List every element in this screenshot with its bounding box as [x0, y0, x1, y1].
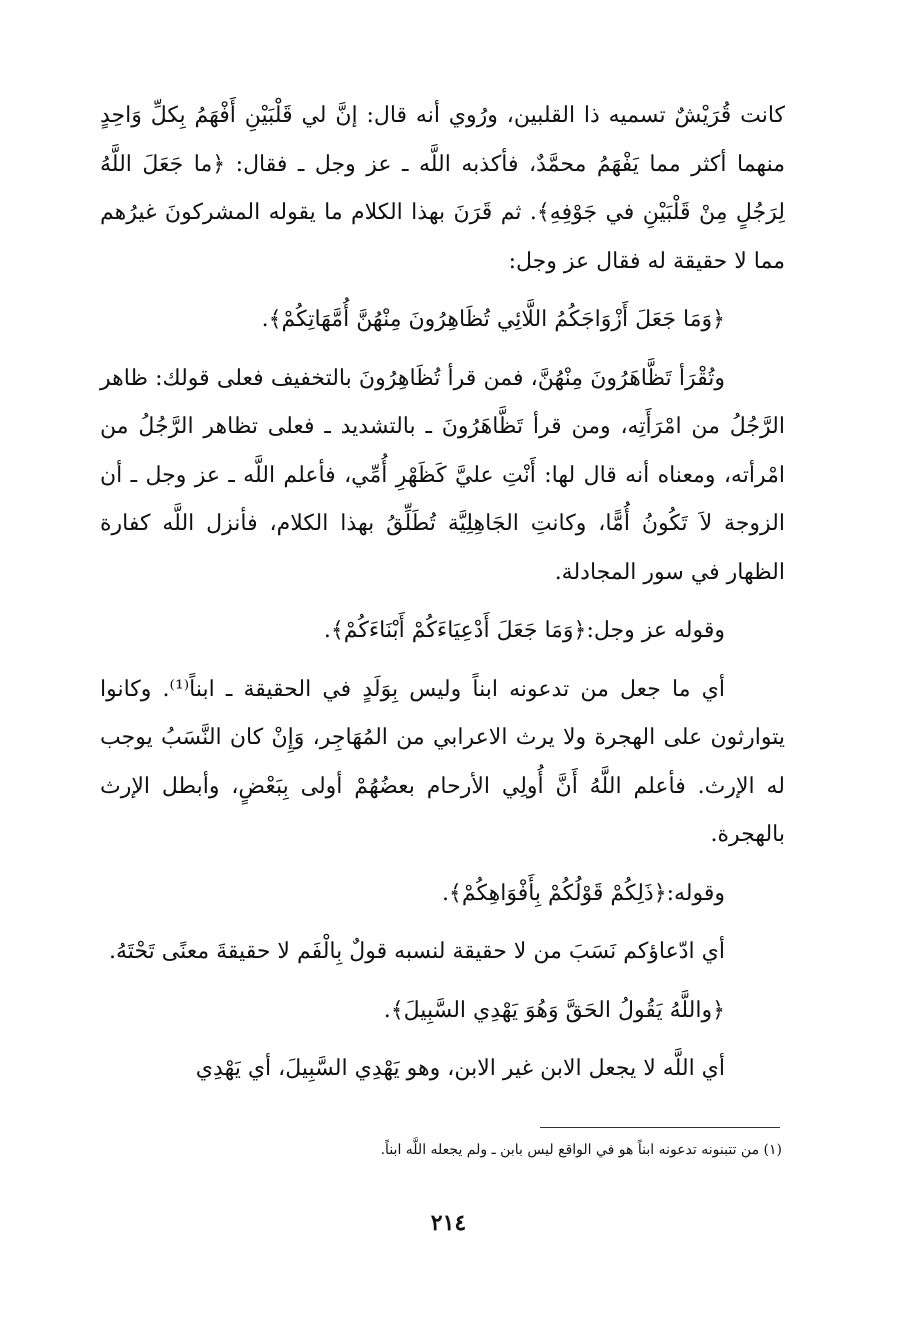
quran-verse-azwaj: ﴿وَمَا جَعَلَ أَزْوَاجَكُمُ اللَّائِي تُظَاهِرُونَ مِنْهُنَّ أُمَّهَاتِكُمْ﴾.	[261, 307, 725, 332]
paragraph-afwah-explanation: أي ادّعاؤكم نَسَبَ من لا حقيقة لنسبه قولٌ بِالْفَم لا حقيقةَ معنًى تَحْتَهُ.	[109, 939, 725, 964]
paragraph-adiya-explanation: أي ما جعل من تدعونه ابناً وليس بِوَلَدٍ في الحقيقة ـ ابناً⁽¹⁾. وكانوا يتوارثون على الهجرة ولا يرث الاعرابي من المُهَاجِر، وَإِنْ كان النَّسَبُ يوجب له الإرث. فأعلم اللَّهُ أَنَّ أُولِي الأرحام بعضُهُمْ أولى بِبَعْضٍ، وأبطل الإرث بالهجرة.	[100, 676, 785, 847]
paragraph-qalbayn: كانت قُرَيْشٌ تسميه ذا القلبين، ورُوي أنه قال: إنَّ لي قَلْبَيْنِ أَفْهَمُ بِكلِّ وَاحِدٍ منهما أكثر مما يَفْهَمُ محمَّدٌ، فأكذبه اللَّه ـ عز وجل ـ فقال: ﴿ما جَعَلَ اللَّهُ لِرَجُلٍ مِنْ قَلْبَيْنِ في جَوْفِهِ﴾. ثم قَرَنَ بهذا الكلام ما يقوله المشركونَ غيرُهم مما لا حقيقة له فقال عز وجل:	[100, 103, 785, 274]
footnote: (١) من تتبنونه تدعونه ابناً هو في الواقع ليس بابن ـ ولم يجعله اللَّه ابناً.	[380, 1142, 782, 1158]
quran-verse-sabil: ﴿واللَّهُ يَقُولُ الحَقَّ وَهُوَ يَهْدِي السَّبِيلَ﴾.	[383, 997, 725, 1023]
quran-verse-afwah: وقوله:﴿ذَلِكُمْ قَوْلُكُمْ بِأَفْوَاهِكُمْ﴾.	[441, 880, 725, 906]
main-text	[100, 92, 785, 1094]
page-number: ٢١٤	[430, 1210, 467, 1236]
quran-verse-adiya: وقوله عز وجل:﴿وَمَا جَعَلَ أَدْعِيَاءَكُمْ أَبْنَاءَكُمْ﴾.	[323, 618, 725, 643]
footnote-separator	[540, 1127, 780, 1128]
paragraph-zihar: وتُقْرَأ تَظَّاهَرُونَ مِنْهُنَّ، فمن قرأ تُظَاهِرُونَ بالتخفيف فعلى قولك: ظاهر الرَّجُلُ من امْرَأَتِه، ومن قرأ تَظَّاهَرُونَ ـ بالتشديد ـ فعلى تظاهر الرَّجُلُ من امْرأته، ومعناه أنه قال لها: أَنْتِ عليَّ كَظَهْرِ أُمِّي، فأعلم اللَّه ـ عز وجل ـ أن الزوجة لاَ تَكُونُ أُمًّا، وكانتِ الجَاهِلِيَّة تُطَلِّقُ بهذا الكلام، فأنزل اللَّه كفارة الظهار في سور المجادلة.	[100, 365, 785, 585]
paragraph-sabil-explanation: أي اللَّه لا يجعل الابن غير الابن، وهو يَهْدِي السَّبِيلَ، أي يَهْدِي	[195, 1056, 725, 1081]
